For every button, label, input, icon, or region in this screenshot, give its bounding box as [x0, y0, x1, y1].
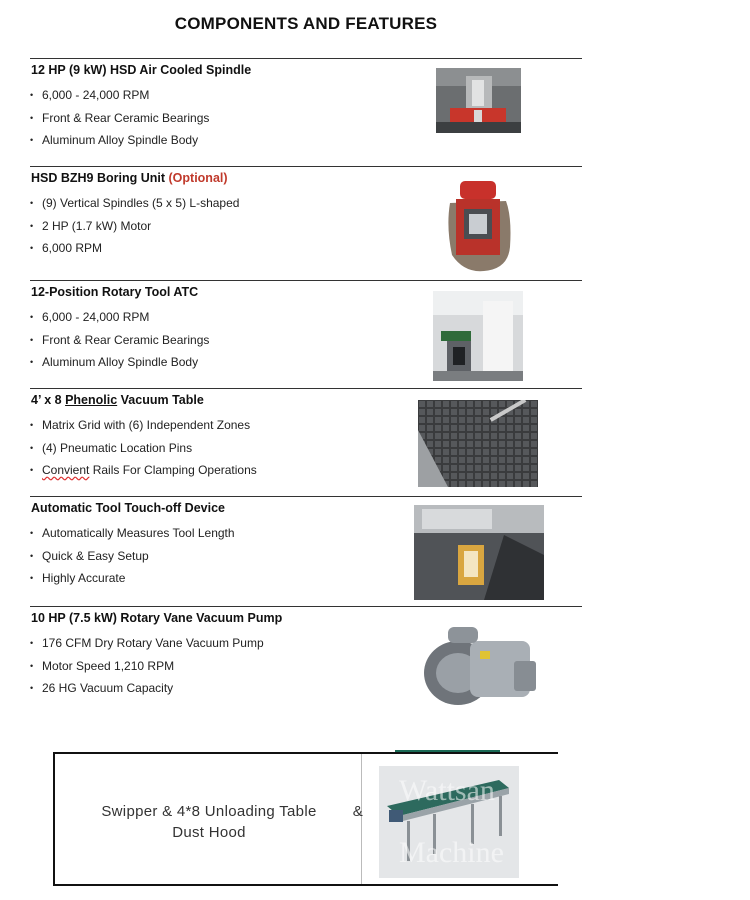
feature-item: • Quick & Easy Setup	[30, 548, 235, 571]
feature-item: • Automatically Measures Tool Length	[30, 525, 235, 548]
feature-list	[30, 417, 257, 485]
feature-item: • Matrix Grid with (6) Independent Zones	[30, 417, 257, 440]
feature-item: • Front & Rear Ceramic Bearings	[30, 332, 209, 355]
watermark-text-1: Wattsan	[399, 774, 495, 807]
feature-item: • 176 CFM Dry Rotary Vane Vacuum Pump	[30, 635, 264, 658]
feature-item: • 6,000 - 24,000 RPM	[30, 309, 209, 332]
section-vacuum-pump	[30, 606, 582, 717]
section-title-text: HSD BZH9 Boring Unit	[31, 171, 166, 185]
spindle-photo	[436, 68, 521, 133]
feature-list	[30, 525, 235, 593]
feature-item: • 26 HG Vacuum Capacity	[30, 680, 264, 703]
feature-item: • Aluminum Alloy Spindle Body	[30, 132, 209, 155]
feature-item: • Highly Accurate	[30, 570, 235, 593]
misspelled-word: Convient	[42, 463, 90, 477]
vacuum-pump-photo	[410, 617, 550, 717]
feature-list	[30, 87, 209, 155]
feature-list	[30, 195, 239, 263]
section-title: 12-Position Rotary Tool ATC	[31, 285, 199, 299]
section-title-suffix: Vacuum Table	[120, 393, 204, 407]
unloading-table-caption	[59, 801, 363, 843]
feature-item-rest: Rails For Clamping Operations	[89, 463, 257, 477]
section-tool-atc	[30, 280, 582, 388]
feature-item: • Front & Rear Ceramic Bearings	[30, 110, 209, 133]
panel-accent-line	[395, 750, 500, 752]
section-title	[31, 393, 204, 407]
touch-off-photo	[414, 505, 544, 600]
caption-line-2: Dust Hood	[172, 824, 246, 841]
feature-item	[30, 462, 257, 485]
feature-item: • Aluminum Alloy Spindle Body	[30, 354, 209, 377]
section-vacuum-table	[30, 388, 582, 497]
feature-item: • 6,000 RPM	[30, 240, 239, 263]
feature-item: • 6,000 - 24,000 RPM	[30, 87, 209, 110]
section-boring-unit	[30, 166, 582, 280]
panel-left-border	[53, 754, 55, 884]
section-title: Automatic Tool Touch-off Device	[31, 501, 225, 515]
section-touch-off	[30, 496, 582, 607]
boring-unit-photo	[444, 177, 512, 273]
conveyor-table-photo	[379, 766, 519, 878]
feature-list	[30, 635, 264, 703]
caption-ampersand: &	[352, 803, 363, 820]
vacuum-table-photo	[418, 400, 538, 487]
section-title: 12 HP (9 kW) HSD Air Cooled Spindle	[31, 63, 252, 77]
section-title-underlined: Phenolic	[65, 393, 118, 407]
section-title-prefix: 4’ x 8	[31, 393, 62, 407]
unloading-table-panel	[53, 752, 558, 886]
caption-line-1-text: Swipper & 4*8 Unloading Table	[101, 803, 317, 820]
section-title: 10 HP (7.5 kW) Rotary Vane Vacuum Pump	[31, 611, 283, 625]
page-title: COMPONENTS AND FEATURES	[174, 14, 438, 33]
watermark-text-2: Machine	[399, 836, 504, 869]
feature-item: • 2 HP (1.7 kW) Motor	[30, 218, 239, 241]
feature-item: • Motor Speed 1,210 RPM	[30, 658, 264, 681]
feature-item: • (9) Vertical Spindles (5 x 5) L-shaped	[30, 195, 239, 218]
optional-label: (Optional)	[168, 171, 228, 185]
feature-item: • (4) Pneumatic Location Pins	[30, 440, 257, 463]
section-spindle	[30, 58, 582, 167]
feature-list	[30, 309, 209, 377]
caption-line-1	[59, 801, 363, 822]
section-title	[31, 171, 228, 185]
tool-atc-photo	[433, 291, 523, 381]
